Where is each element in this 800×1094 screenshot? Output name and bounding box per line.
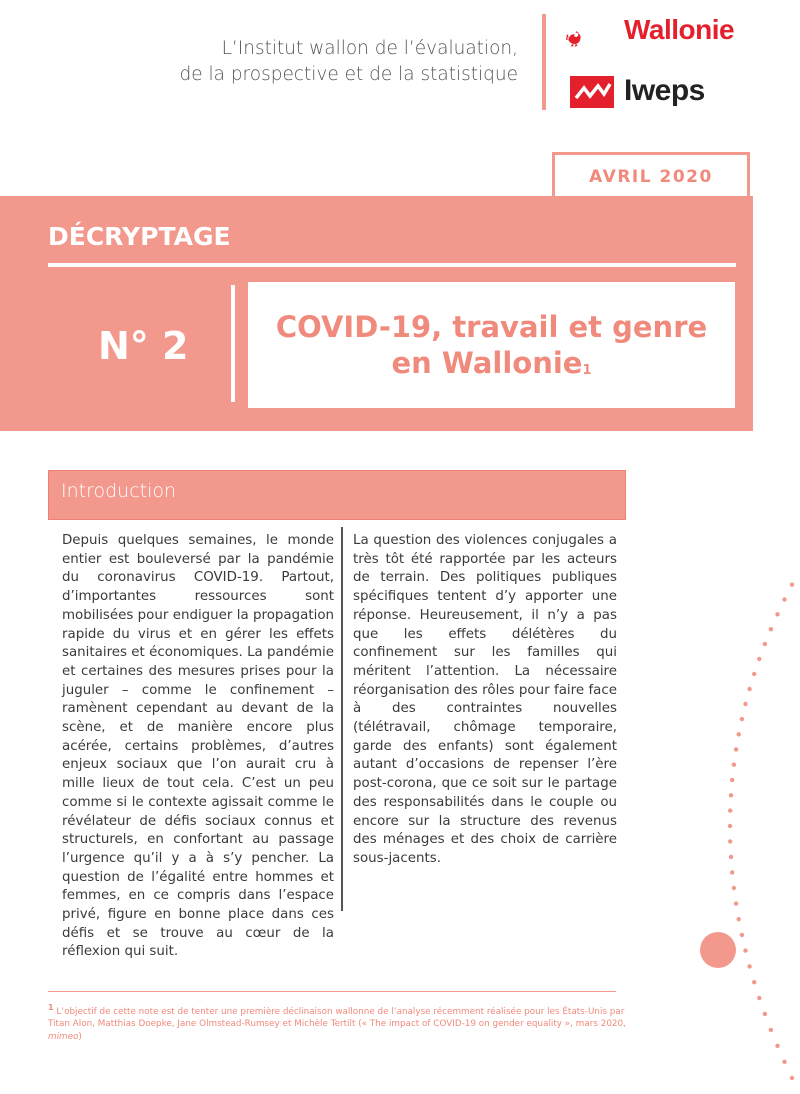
arc-dot [763,642,767,646]
arc-dot [743,948,747,952]
arc-dot [729,855,733,859]
arc-dot [730,778,734,782]
banner-rule [48,263,736,267]
body-column-left: Depuis quelques semaines, le monde entier est bouleversé par la pandémie du coronavirus COVID-19. Partout, d’importantes ressources sont mobilisées pour endiguer la propagation rapide du virus et en gérer les effets sanitaires et économiques. La pandémie et certaines des mesures prises pour la juguler – comme le confinement – ramènent cependant au devant de la scène, et de manière encore plus acérée, certains problèmes, d’autres enjeux sociaux que l’on aurait cru à mille lieux de tout cela. C’est un peu comme si le contexte agissait comme le révélateur de défis sociaux connus et structurels, en confortant au passage l’urgence qu’il y a à s’y pencher. La question de l’égalité entre hommes et femmes, en ce compris dans l’espace privé, figure en bonne place dans ces défis et se trouve au cœur de la réflexion qui suit. [62,533,334,960]
decorative-circle [700,932,736,968]
arc-dot [732,886,736,890]
arc-dot [769,627,773,631]
arc-dot [737,917,741,921]
arc-dot [740,717,744,721]
arc-dot [790,583,794,587]
footnote-end: ) [78,1031,82,1042]
header-divider [542,14,546,110]
section-heading-bar [48,470,626,520]
footnote [48,1002,628,1043]
publication-date: AVRIL 2020 [589,166,713,187]
arc-dot [740,933,744,937]
arc-dot [775,1044,779,1048]
document-title [276,309,707,381]
arc-dot [763,1012,767,1016]
arc-dot [729,793,733,797]
title-line-1: COVID-19, travail et genre [275,310,708,344]
arc-dot [752,672,756,676]
title-footnote-ref: 1 [582,363,592,378]
arc-dot [775,612,779,616]
arc-dot [747,964,751,968]
arc-dot [730,870,734,874]
footnote-marker: 1 [48,1003,54,1012]
iweps-logo-text: Iweps [624,74,705,107]
number-divider [231,285,235,402]
zigzag-icon [570,76,614,108]
wallonie-logo-text: Wallonie [624,14,735,45]
arc-dot [752,980,756,984]
arc-dot [790,1076,794,1080]
arc-dot [757,996,761,1000]
institute-line-1: L’Institut wallon de l’évaluation, [221,38,518,59]
arc-dot [728,808,732,812]
arc-dot [782,597,786,601]
footnote-italic: mimeo [48,1031,79,1042]
column-divider [341,527,343,911]
institute-line-2: de la prospective et de la statistique [179,64,518,85]
title-line-2: en Wallonie [391,346,583,380]
arc-dot [737,732,741,736]
dotted-arc-decoration [600,560,800,1094]
rooster-icon [566,12,622,66]
arc-dot [782,1060,786,1064]
institute-name [179,36,518,88]
issue-number: N° 2 [98,324,189,368]
arc-dot [757,657,761,661]
date-tab [552,152,750,198]
arc-dot [728,824,732,828]
arc-dot [769,1028,773,1032]
arc-dot [734,901,738,905]
arc-dot [728,839,732,843]
footnote-rule [48,991,616,992]
body-column-right: La question des violences conjugales a très tôt été rapportée par les acteurs de terrain. Des politiques publiques spécifiques tentent d’y apporter une réponse. Heureusement, il n’y a pas que les effets délétères du confinement sur les familles qui méritent l’attention. La nécessaire réorganisation des rôles pour faire face à des contraintes nouvelles (télétravail, chômage temporaire, garde des enfants) sont également autant d’occasions de repenser l’ère post-corona, que ce soit sur le partage des responsabilités dans le couple ou encore sur la structure des revenus des ménages et des choix de carrière sous-jacents. [353,533,617,866]
arc-dot [732,763,736,767]
section-heading: Introduction [61,480,177,502]
arc-dot [747,687,751,691]
arc-dot [743,702,747,706]
footnote-text: L’objectif de cette note est de tenter une première déclinaison wallonne de l’analyse récemment réalisée pour les États-Unis par Titan Alon, Matthias Doepke, Jane Olmstead-Rumsey et Michèle Tertilt (« The impact of COVID-19 on gender equality », mars 2020, [48,1006,626,1030]
title-box [248,282,735,408]
arc-dot [734,747,738,751]
category-label: DÉCRYPTAGE [48,222,231,251]
